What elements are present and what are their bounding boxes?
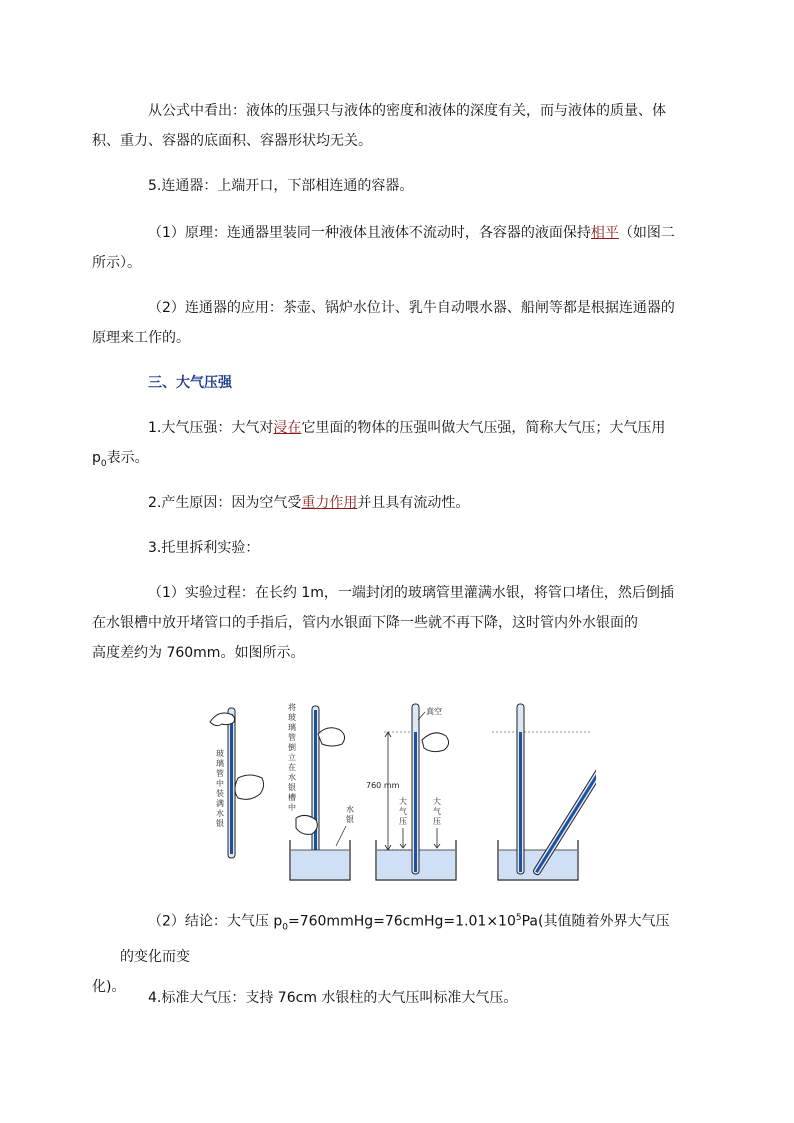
item-5-heading — [120, 171, 680, 201]
label-atm-right-1: 气 — [433, 807, 441, 816]
text-line: Pa(其值随着外界大气压的变化而变 — [120, 913, 670, 966]
exponent: 5 — [515, 913, 522, 923]
mercury-trough-2 — [291, 850, 349, 879]
text-line: 原理来工作的。 — [92, 330, 190, 346]
label-atm-right-2: 压 — [433, 817, 441, 826]
item-s3-heading — [120, 533, 680, 563]
hand-side-icon — [235, 775, 264, 799]
item-s1-definition — [92, 413, 680, 479]
heading-text: 三、大气压强 — [148, 375, 232, 391]
text-line: 5.连通器：上端开口，下部相连通的容器。 — [148, 178, 414, 194]
item-5-2-applications — [92, 293, 680, 353]
link-xiangping[interactable]: 相平 — [590, 225, 619, 241]
item-5-1-principle — [92, 218, 680, 278]
hand-lower-icon — [296, 815, 317, 834]
label-invert-4: 倒 — [288, 743, 296, 752]
label-tube-4: 装 — [216, 789, 224, 798]
text-line: 从公式中看出：液体的压强只与液体的密度和液体的深度有关，而与液体的质量、体 — [148, 103, 666, 119]
label-mercury-0: 水 — [346, 805, 354, 814]
panel-invert-tube — [288, 702, 354, 880]
text-line: 2.产生原因：因为空气受 — [148, 495, 302, 511]
label-invert-5: 立 — [288, 753, 296, 762]
item-s2-cause — [120, 488, 680, 518]
item-s3-1-process — [92, 578, 680, 668]
text-line: 化)。 — [92, 979, 126, 996]
label-invert-8: 银 — [288, 783, 296, 792]
label-atm-left-0: 大 — [399, 797, 407, 806]
text-line: 表示。 — [106, 450, 149, 466]
label-mercury-1: 银 — [346, 815, 354, 824]
label-atm-left-2: 压 — [399, 817, 407, 826]
p-letter: p — [92, 450, 101, 466]
section-3-heading — [120, 368, 680, 398]
p-subscript: 0 — [100, 458, 107, 469]
panel-fill-tube — [210, 708, 264, 858]
hand-top-icon — [210, 713, 235, 726]
hand-upper-icon — [318, 728, 345, 746]
label-vacuum: 真空 — [426, 707, 442, 716]
text-line: （1）实验过程：在长约 1m，一端封闭的玻璃管里灌满水银，将管口堵住，然后倒插 — [148, 585, 674, 601]
pointer-mercury — [336, 826, 346, 846]
label-tube-2: 管 — [216, 769, 224, 778]
label-tube-0: 玻 — [216, 749, 224, 758]
text-line: 积、重力、容器的底面积、容器形状均无关。 — [92, 133, 372, 149]
text-line: 1.大气压强：大气对 — [148, 420, 274, 436]
paragraph-formula-conclusion — [92, 96, 680, 156]
text-line: 在水银槽中放开堵管口的手指后，管内水银面下降一些就不再下降，这时管内外水银面的 — [92, 615, 638, 631]
panel-tilted-tube — [492, 704, 596, 880]
text-line: （1）原理：连通器里装同一种液体且液体不流动时，各容器的液面保持 — [148, 225, 591, 241]
mercury-column-1 — [230, 714, 233, 854]
hand-panel3-icon — [422, 733, 449, 752]
label-invert-9: 槽 — [288, 793, 296, 802]
label-tube-5: 满 — [216, 799, 224, 808]
p-subscript-2: 0 — [282, 922, 288, 933]
mercury-column-4 — [519, 732, 522, 872]
panel-760mm — [366, 704, 456, 880]
label-atm-left-1: 气 — [399, 807, 407, 816]
link-jinzai[interactable]: 浸在 — [273, 420, 302, 436]
label-invert-0: 将 — [288, 703, 296, 712]
label-invert-7: 水 — [288, 773, 296, 782]
mercury-column-3 — [414, 732, 417, 872]
label-tube-1: 璃 — [216, 759, 224, 768]
text-line: 3.托里拆利实验： — [148, 540, 260, 556]
label-invert-6: 在 — [288, 763, 296, 772]
label-tube-3: 中 — [216, 779, 224, 788]
torricelli-figure — [196, 700, 596, 890]
label-invert-10: 中 — [288, 803, 296, 812]
label-tube-6: 水 — [216, 809, 224, 818]
label-height: 760 mm — [366, 781, 400, 790]
label-invert-2: 璃 — [288, 723, 296, 732]
item-s4-standard — [120, 983, 680, 1013]
text-line: 它里面的物体的压强叫做大气压强，简称大气压；大气压用 — [301, 420, 666, 436]
text-line: （如图二 — [618, 225, 675, 241]
text-line: 高度差约为 760mm。如图所示。 — [92, 645, 305, 661]
label-atm-right-0: 大 — [433, 797, 441, 806]
text-line: 所示）。 — [92, 255, 141, 271]
text-line: （2）连通器的应用：茶壶、锅炉水位计、乳牛自动喂水器、船闸等都是根据连通器的 — [148, 300, 675, 316]
text-line: =760mmHg=76cmHg=1.01×10 — [287, 913, 516, 930]
link-zhongli[interactable]: 重力作用 — [301, 495, 358, 511]
label-invert-1: 玻 — [288, 713, 296, 722]
label-tube-7: 银 — [216, 819, 224, 828]
label-invert-3: 管 — [288, 733, 296, 742]
text-line: （2）结论：大气压 p — [148, 913, 283, 930]
p0-symbol — [92, 450, 107, 469]
text-line: 并且具有流动性。 — [357, 495, 470, 511]
text-line: 4.标准大气压：支持 76cm 水银柱的大气压叫标准大气压。 — [148, 990, 518, 1006]
